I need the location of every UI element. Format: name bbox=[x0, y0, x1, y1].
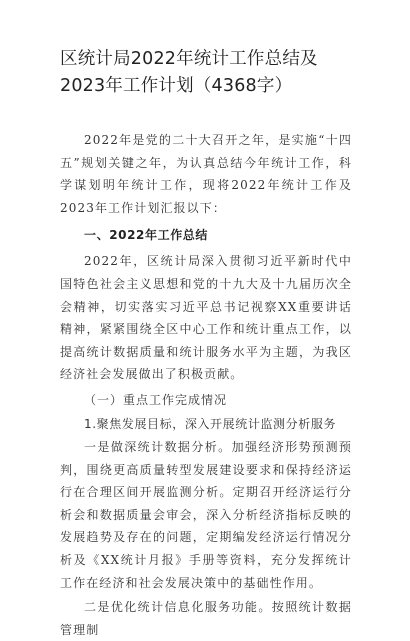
section-heading-work-summary: 一、2022年工作总结 bbox=[84, 228, 208, 243]
item-paragraph-data-analysis: 一是做深统计数据分析。加强经济形势预测预判，围绕更高质量转型发展建设要求和保持经济运行在合理区间开展监测分析。定期召开经济运行分析会和数据质量会审会，深入分析经济指标反映的发展趋势及存在的问题，定期编发经济运行情况分析及《XX统计月报》手册等资料，充分发挥统计工作在经济和社会发展决策中的基础性作用。 bbox=[60, 439, 352, 590]
item-heading-monitoring-analysis: 1.聚焦发展目标，深入开展统计监测分析服务 bbox=[84, 416, 337, 431]
section-summary-paragraph: 2022年，区统计局深入贯彻习近平新时代中国特色社会主义思想和党的十九大及十九届历次全会精神，切实落实习近平总书记视察XX重要讲话精神，紧紧围绕全区中心工作和统计重点工作，以提高统计数据质量和统计服务水平为主题，为我区经济社会发展做出了积极贡献。 bbox=[60, 254, 352, 382]
subsection-heading-key-work: （一）重点工作完成情况 bbox=[84, 392, 228, 407]
item-paragraph-informatization: 二是优化统计信息化服务功能。按照统计数据管理制 bbox=[60, 600, 352, 637]
document-title: 区统计局2022年统计工作总结及2023年工作计划（4368字） bbox=[60, 49, 318, 96]
intro-paragraph: 2022年是党的二十大召开之年，是实施“十四五”规划关键之年，为认真总结今年统计工作，科学谋划明年统计工作，现将2022年统计工作及2023年工作计划汇报以下： bbox=[60, 133, 352, 215]
